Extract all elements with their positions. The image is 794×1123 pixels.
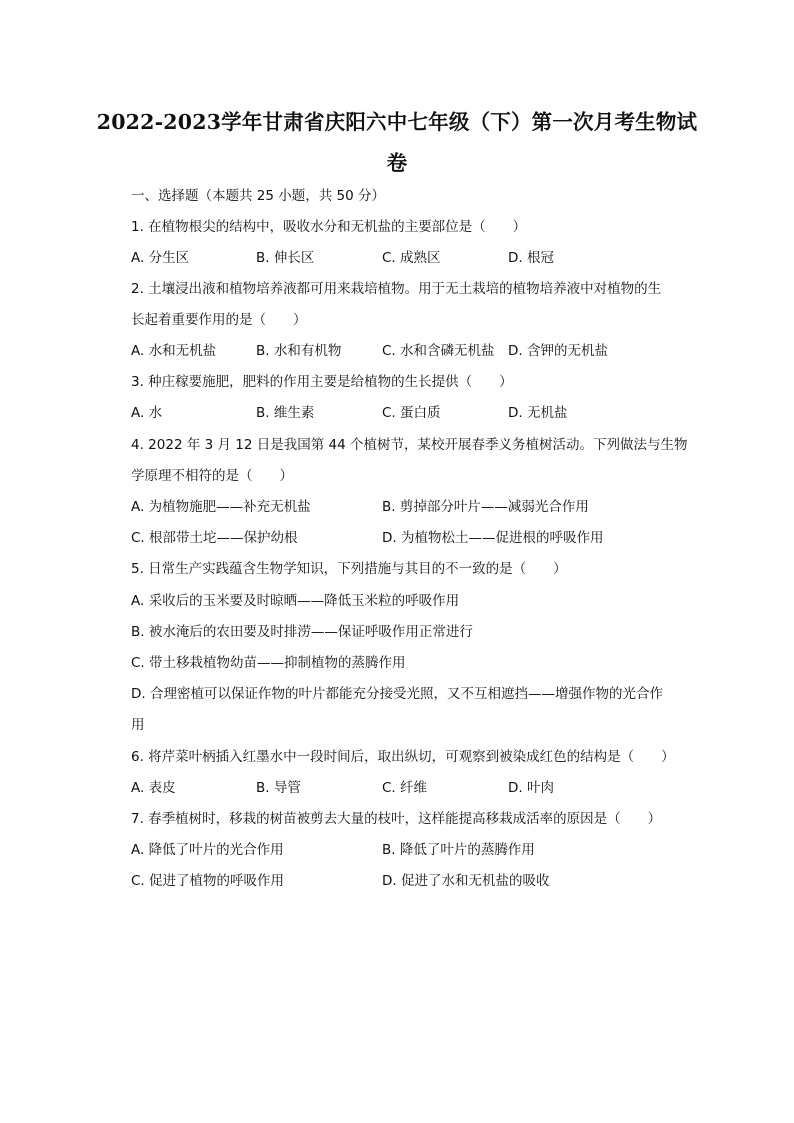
question-2-option-b: B. 水和有机物: [256, 343, 342, 359]
question-6-stem: 6. 将芹菜叶柄插入红墨水中一段时间后，取出纵切，可观察到被染成红色的结构是（ ）: [131, 749, 675, 765]
question-4-stem-line-1: 4. 2022 年 3 月 12 日是我国第 44 个植树节，某校开展春季义务植树活动。下列做法与生物: [131, 437, 688, 453]
exam-title-line-2: 卷: [386, 151, 408, 175]
question-7-option-c: C. 促进了植物的呼吸作用: [131, 873, 285, 889]
question-3-option-b: B. 维生素: [256, 405, 315, 421]
question-6-option-b: B. 导管: [256, 780, 301, 796]
question-6-option-a: A. 表皮: [131, 780, 176, 796]
question-3-option-d: D. 无机盐: [508, 405, 568, 421]
question-2-option-a: A. 水和无机盐: [131, 343, 217, 359]
question-5-option-d-continued: 用: [131, 717, 145, 733]
question-4-option-d: D. 为植物松土——促进根的呼吸作用: [382, 530, 604, 546]
question-2-stem-line-2: 长起着重要作用的是（ ）: [131, 312, 307, 328]
question-7-option-a: A. 降低了叶片的光合作用: [131, 842, 284, 858]
question-1-option-a: A. 分生区: [131, 250, 190, 266]
question-2-stem-line-1: 2. 土壤浸出液和植物培养液都可用来栽培植物。用于无土栽培的植物培养液中对植物的生: [131, 281, 662, 297]
question-5-stem: 5. 日常生产实践蕴含生物学知识，下列措施与其目的不一致的是（ ）: [131, 561, 567, 577]
question-6-option-d: D. 叶肉: [508, 780, 554, 796]
exam-title-line-1: 2022-2023学年甘肃省庆阳六中七年级（下）第一次月考生物试: [96, 110, 698, 134]
question-1-option-c: C. 成熟区: [382, 250, 441, 266]
question-5-option-c: C. 带土移栽植物幼苗——抑制植物的蒸腾作用: [131, 655, 406, 671]
question-4-option-c: C. 根部带土坨——保护幼根: [131, 530, 298, 546]
question-3-option-c: C. 蛋白质: [382, 405, 441, 421]
question-5-option-b: B. 被水淹后的农田要及时排涝——保证呼吸作用正常进行: [131, 624, 473, 640]
question-5-option-a: A. 采收后的玉米要及时晾晒——降低玉米粒的呼吸作用: [131, 593, 460, 609]
question-1-option-b: B. 伸长区: [256, 250, 315, 266]
question-4-option-a: A. 为植物施肥——补充无机盐: [131, 499, 311, 515]
question-1-option-d: D. 根冠: [508, 250, 554, 266]
question-6-option-c: C. 纤维: [382, 780, 428, 796]
question-1-stem: 1. 在植物根尖的结构中，吸收水分和无机盐的主要部位是（ ）: [131, 219, 527, 235]
question-7-stem: 7. 春季植树时，移栽的树苗被剪去大量的枝叶，这样能提高移栽成活率的原因是（ ）: [131, 811, 662, 827]
question-4-stem-line-2: 学原理不相符的是（ ）: [131, 468, 293, 484]
question-7-option-d: D. 促进了水和无机盐的吸收: [382, 873, 550, 889]
question-3-stem: 3. 种庄稼要施肥，肥料的作用主要是给植物的生长提供（ ）: [131, 374, 513, 390]
section-heading: 一、选择题（本题共 25 小题，共 50 分）: [131, 188, 386, 204]
question-7-option-b: B. 降低了叶片的蒸腾作用: [382, 842, 535, 858]
question-3-option-a: A. 水: [131, 405, 163, 421]
question-5-option-d: D. 合理密植可以保证作物的叶片都能充分接受光照，又不互相遮挡——增强作物的光合作: [131, 686, 663, 702]
question-2-option-d: D. 含钾的无机盐: [508, 343, 608, 359]
question-4-option-b: B. 剪掉部分叶片——减弱光合作用: [382, 499, 589, 515]
question-2-option-c: C. 水和含磷无机盐: [382, 343, 495, 359]
